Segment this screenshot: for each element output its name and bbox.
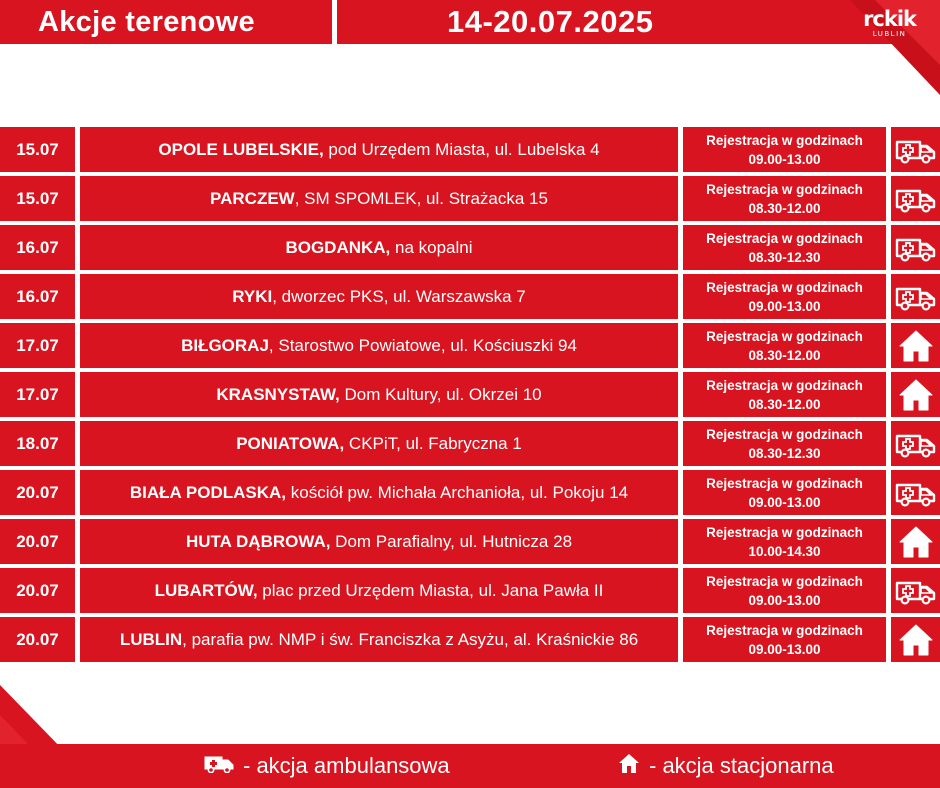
- registration-time: 09.00-13.00: [748, 298, 821, 314]
- event-address: kościół pw. Michała Archanioła, ul. Pokoju 14: [286, 482, 629, 502]
- event-city: PONIATOWA,: [236, 433, 345, 453]
- registration-label: Rejestracja w godzinach: [706, 622, 863, 638]
- registration-label: Rejestracja w godzinach: [706, 524, 863, 540]
- page-title: Akcje terenowe: [38, 5, 255, 38]
- table-row: [0, 617, 940, 662]
- registration-hours: [683, 519, 886, 564]
- event-city: OPOLE LUBELSKIE,: [158, 139, 324, 159]
- registration-time: 09.00-13.00: [748, 151, 821, 167]
- registration-time: 09.00-13.00: [748, 494, 821, 510]
- registration-label: Rejestracja w godzinach: [706, 573, 863, 589]
- event-location: [80, 323, 678, 368]
- registration-label: Rejestracja w godzinach: [706, 426, 863, 442]
- event-date: 16.07: [0, 225, 75, 270]
- event-date: 20.07: [0, 568, 75, 613]
- event-date: 16.07: [0, 274, 75, 319]
- event-city: LUBARTÓW,: [154, 580, 258, 600]
- event-date: 20.07: [0, 519, 75, 564]
- legend-ambulance-label: - akcja ambulansowa: [243, 753, 450, 778]
- house-icon: [891, 323, 940, 368]
- event-date: 18.07: [0, 421, 75, 466]
- legend-stationary-label: - akcja stacjonarna: [649, 753, 834, 778]
- ambulance-icon: [891, 421, 940, 466]
- event-location: [80, 274, 678, 319]
- house-icon: [891, 519, 940, 564]
- event-date: 20.07: [0, 617, 75, 662]
- event-address: , SM SPOMLEK, ul. Strażacka 15: [294, 188, 548, 208]
- ambulance-icon: [891, 470, 940, 515]
- event-location: [80, 470, 678, 515]
- registration-time: 08.30-12.30: [748, 445, 821, 461]
- registration-time: 09.00-13.00: [748, 592, 821, 608]
- registration-time: 08.30-12.30: [748, 249, 821, 265]
- event-address: CKPiT, ul. Fabryczna 1: [344, 433, 522, 453]
- registration-label: Rejestracja w godzinach: [706, 230, 863, 246]
- registration-hours: [683, 274, 886, 319]
- event-location: [80, 568, 678, 613]
- ambulance-icon: [891, 568, 940, 613]
- registration-label: Rejestracja w godzinach: [706, 475, 863, 491]
- event-address: na kopalni: [390, 237, 473, 257]
- ambulance-icon: [203, 753, 243, 779]
- ambulance-icon: [891, 225, 940, 270]
- ambulance-icon: [891, 176, 940, 221]
- event-location: [80, 372, 678, 417]
- event-address: , Starostwo Powiatowe, ul. Kościuszki 94: [268, 335, 577, 355]
- registration-label: Rejestracja w godzinach: [706, 377, 863, 393]
- event-city: BOGDANKA,: [285, 237, 391, 257]
- registration-hours: [683, 568, 886, 613]
- table-row: [0, 470, 940, 515]
- event-address: Dom Parafialny, ul. Hutnicza 28: [330, 531, 573, 551]
- table-row: [0, 127, 940, 172]
- table-row: [0, 225, 940, 270]
- event-city: LUBLIN: [119, 629, 183, 649]
- event-date: 17.07: [0, 323, 75, 368]
- event-city: PARCZEW: [210, 188, 295, 208]
- registration-time: 08.30-12.00: [748, 396, 821, 412]
- registration-label: Rejestracja w godzinach: [706, 279, 863, 295]
- event-date: 15.07: [0, 176, 75, 221]
- event-date: 20.07: [0, 470, 75, 515]
- event-address: , dworzec PKS, ul. Warszawska 7: [272, 286, 526, 306]
- table-row: [0, 519, 940, 564]
- event-address: , parafia pw. NMP i św. Franciszka z Asyżu, al. Kraśnickie 86: [182, 629, 639, 649]
- registration-label: Rejestracja w godzinach: [706, 132, 863, 148]
- event-date: 15.07: [0, 127, 75, 172]
- table-row: [0, 274, 940, 319]
- logo-brand: rckik: [863, 7, 916, 31]
- ambulance-icon: [891, 274, 940, 319]
- event-city: HUTA DĄBROWA,: [185, 531, 331, 551]
- event-location: [80, 519, 678, 564]
- registration-hours: [683, 176, 886, 221]
- registration-label: Rejestracja w godzinach: [706, 181, 863, 197]
- house-icon: [891, 617, 940, 662]
- registration-hours: [683, 323, 886, 368]
- table-row: [0, 372, 940, 417]
- rckik-logo: [863, 8, 916, 39]
- registration-hours: [683, 127, 886, 172]
- ambulance-icon: [891, 127, 940, 172]
- registration-time: 08.30-12.00: [748, 347, 821, 363]
- registration-time: 09.00-13.00: [748, 641, 821, 657]
- event-city: RYKI: [232, 286, 273, 306]
- registration-label: Rejestracja w godzinach: [706, 328, 863, 344]
- logo-city: LUBLIN: [872, 30, 907, 38]
- event-location: [80, 617, 678, 662]
- house-icon: [891, 372, 940, 417]
- legend-footer: [0, 744, 940, 788]
- event-location: [80, 176, 678, 221]
- event-location: [80, 421, 678, 466]
- registration-hours: [683, 372, 886, 417]
- event-address: pod Urzędem Miasta, ul. Lubelska 4: [323, 139, 600, 159]
- event-date: 17.07: [0, 372, 75, 417]
- event-address: Dom Kultury, ul. Okrzei 10: [339, 384, 542, 404]
- table-row: [0, 323, 940, 368]
- event-location: [80, 127, 678, 172]
- registration-hours: [683, 225, 886, 270]
- table-row: [0, 568, 940, 613]
- house-icon: [617, 752, 649, 780]
- registration-hours: [683, 421, 886, 466]
- registration-hours: [683, 470, 886, 515]
- date-range: 14-20.07.2025: [447, 4, 654, 39]
- table-row: [0, 176, 940, 221]
- event-address: plac przed Urzędem Miasta, ul. Jana Pawła II: [257, 580, 604, 600]
- table-row: [0, 421, 940, 466]
- event-city: KRASNYSTAW,: [216, 384, 340, 404]
- event-city: BIŁGORAJ: [181, 335, 269, 355]
- registration-hours: [683, 617, 886, 662]
- legend-stationary: [617, 744, 834, 788]
- registration-time: 10.00-14.30: [748, 543, 821, 559]
- event-location: [80, 225, 678, 270]
- header-title: [0, 0, 332, 44]
- registration-time: 08.30-12.00: [748, 200, 821, 216]
- legend-ambulance: [203, 744, 450, 788]
- event-city: BIAŁA PODLASKA,: [129, 482, 287, 502]
